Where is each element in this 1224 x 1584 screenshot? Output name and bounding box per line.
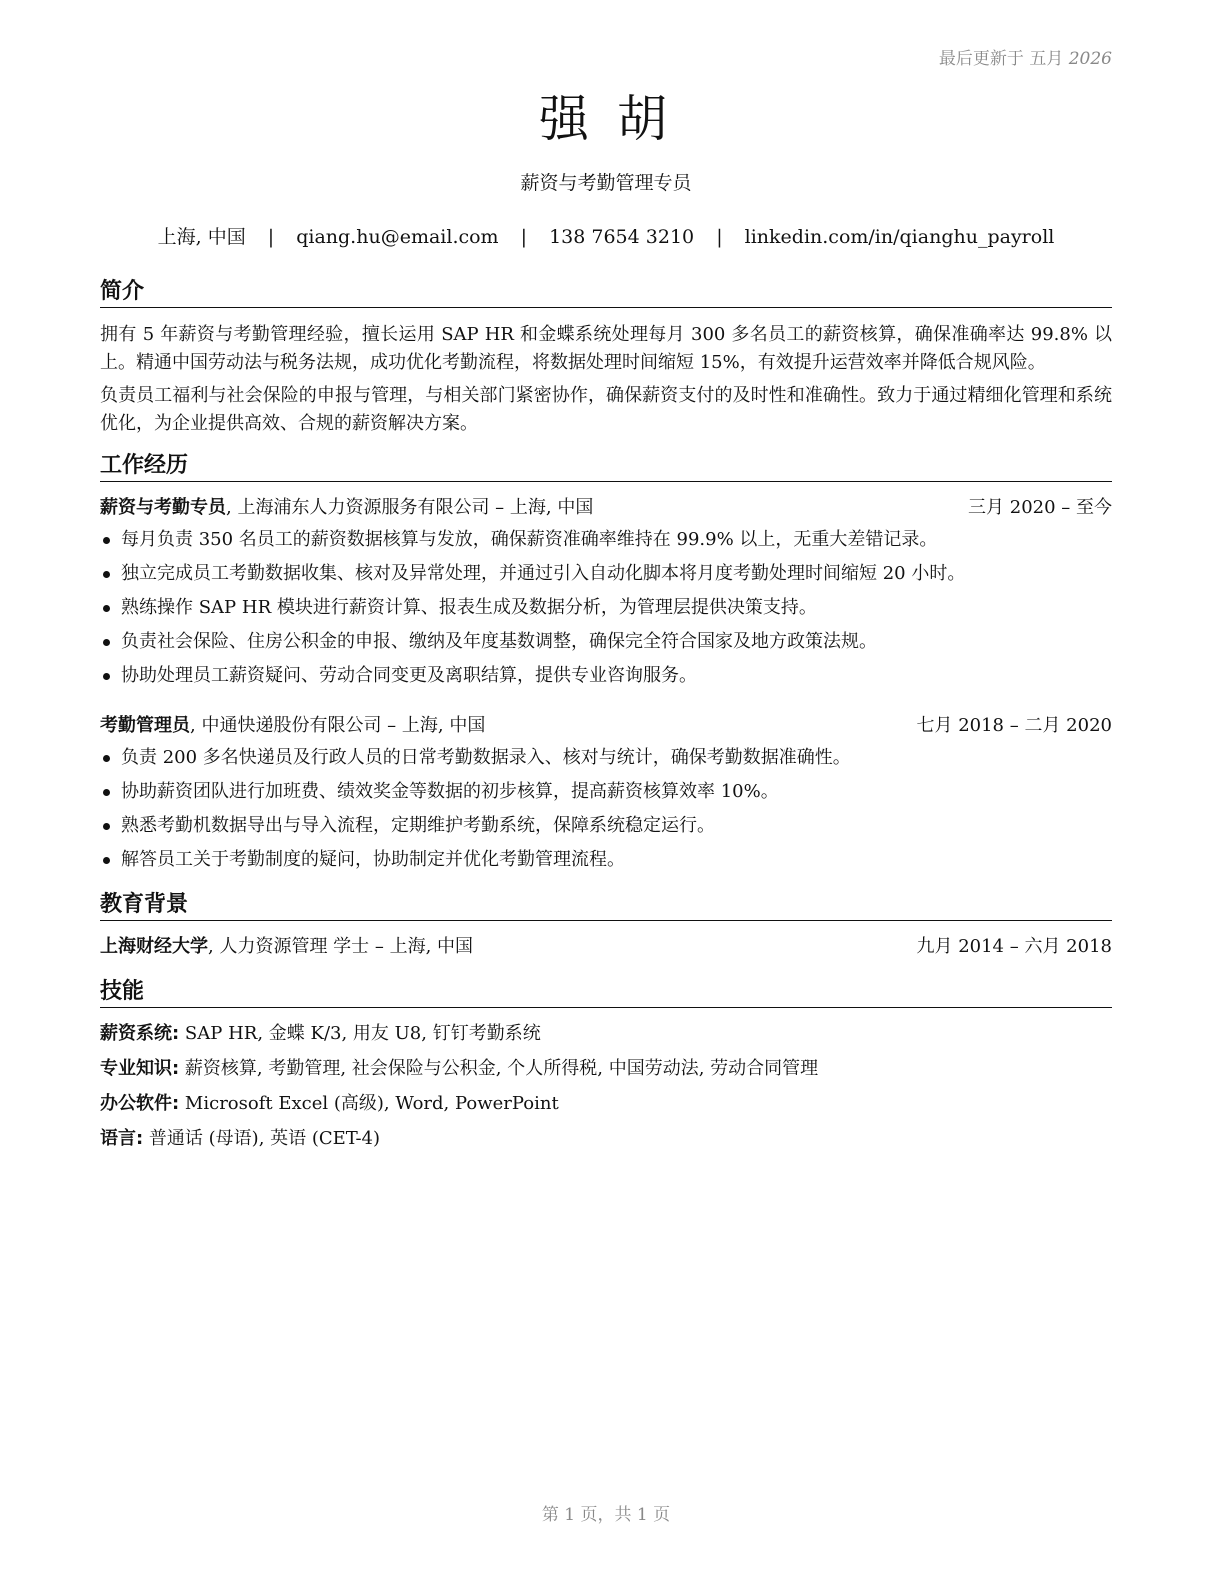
skill-label: 语言: [100,1128,144,1149]
summary-paragraph: 拥有 5 年薪资与考勤管理经验，擅长运用 SAP HR 和金蝶系统处理每月 300 多名员工的薪资核算，确保准确率达 99.8% 以上。精通中国劳动法与税务法规，成功优化考勤流程，将数据处理时间缩短 15%，有效提升运营效率并降低合规风险。 [100,324,1112,373]
job-bullets [100,523,1112,693]
job-dates: 七月 2018 – 二月 2020 [916,715,1112,736]
bullet-icon [103,571,110,578]
contact-phone: 138 7654 3210 [549,226,695,248]
skill-row [100,1126,1112,1152]
list-item [100,659,1112,693]
education-entry [100,934,1112,960]
education-detail: , 人力资源管理 学士 – 上海, 中国 [208,936,474,957]
contact-email[interactable]: qiang.hu@email.com [296,226,499,248]
bullet-icon [103,605,110,612]
job-company: , 中通快递股份有限公司 – 上海, 中国 [190,715,486,736]
bullet-text: 负责 200 多名快递员及行政人员的日常考勤数据录入、核对与统计，确保考勤数据准确性。 [121,747,851,768]
bullet-icon [103,639,110,646]
list-item [100,843,1112,877]
bullet-text: 熟练操作 SAP HR 模块进行薪资计算、报表生成及数据分析，为管理层提供决策支持。 [121,597,817,618]
last-updated-prefix: 最后更新于 五月 [938,49,1064,69]
bullet-icon [103,673,110,680]
bullet-text: 独立完成员工考勤数据收集、核对及异常处理，并通过引入自动化脚本将月度考勤处理时间缩短 20 小时。 [121,563,966,584]
last-updated [939,44,1112,69]
last-updated-year: 2026 [1068,49,1112,69]
skill-value: Microsoft Excel (高级), Word, PowerPoint [179,1093,559,1114]
list-item [100,557,1112,591]
contact-separator: | [267,226,275,248]
skill-label: 办公软件: [100,1093,180,1114]
bullet-text: 解答员工关于考勤制度的疑问，协助制定并优化考勤管理流程。 [121,849,625,870]
bullet-text: 熟悉考勤机数据导出与导入流程，定期维护考勤系统，保障系统稳定运行。 [121,815,715,836]
candidate-headline: 薪资与考勤管理专员 [520,172,692,194]
resume-page [100,0,1112,1584]
skill-row [100,1056,1112,1082]
page-footer: 第 1 页，共 1 页 [541,1505,671,1525]
section-title-experience: 工作经历 [100,452,1112,482]
skill-row [100,1091,1112,1117]
summary-paragraph: 负责员工福利与社会保险的申报与管理，与相关部门紧密协作，确保薪资支付的及时性和准确性。致力于通过精细化管理和系统优化，为企业提供高效、合规的薪资解决方案。 [100,385,1112,434]
bullet-text: 每月负责 350 名员工的薪资数据核算与发放，确保薪资准确率维持在 99.9% 以上，无重大差错记录。 [121,529,938,550]
skill-label: 专业知识: [100,1058,180,1079]
contact-separator: | [520,226,528,248]
list-item [100,775,1112,809]
job-header [100,495,1112,521]
bullet-icon [103,789,110,796]
skill-value: SAP HR, 金蝶 K/3, 用友 U8, 钉钉考勤系统 [179,1023,541,1044]
bullet-icon [103,755,110,762]
bullet-icon [103,537,110,544]
list-item [100,625,1112,659]
list-item [100,591,1112,625]
list-item [100,809,1112,843]
list-item [100,741,1112,775]
section-title-skills: 技能 [100,978,1112,1008]
list-item [100,523,1112,557]
skill-value: 普通话 (母语), 英语 (CET-4) [143,1128,381,1149]
job-bullets [100,741,1112,877]
job-header [100,713,1112,739]
job-company: , 上海浦东人力资源服务有限公司 – 上海, 中国 [226,497,594,518]
contact-separator: | [716,226,723,248]
job-dates: 三月 2020 – 至今 [968,497,1112,518]
job-role: 考勤管理员 [100,715,190,736]
contact-linkedin[interactable]: linkedin.com/in/qianghu_payroll [744,226,1055,248]
skill-label: 薪资系统: [100,1023,180,1044]
skill-value: 薪资核算, 考勤管理, 社会保险与公积金, 个人所得税, 中国劳动法, 劳动合同管理 [179,1058,819,1079]
skill-row [100,1021,1112,1047]
candidate-name: 强 胡 [539,90,673,148]
bullet-icon [103,823,110,830]
bullet-text: 协助处理员工薪资疑问、劳动合同变更及离职结算，提供专业咨询服务。 [121,665,697,686]
contact-location: 上海, 中国 [157,226,246,248]
section-title-summary: 简介 [100,278,1112,308]
bullet-icon [103,857,110,864]
section-title-education: 教育背景 [100,891,1112,921]
job-role: 薪资与考勤专员 [100,497,226,518]
bullet-text: 协助薪资团队进行加班费、绩效奖金等数据的初步核算，提高薪资核算效率 10%。 [121,781,779,802]
contact-line [100,224,1112,250]
education-school: 上海财经大学 [100,936,208,957]
education-dates: 九月 2014 – 六月 2018 [916,936,1112,957]
bullet-text: 负责社会保险、住房公积金的申报、缴纳及年度基数调整，确保完全符合国家及地方政策法规。 [121,631,877,652]
